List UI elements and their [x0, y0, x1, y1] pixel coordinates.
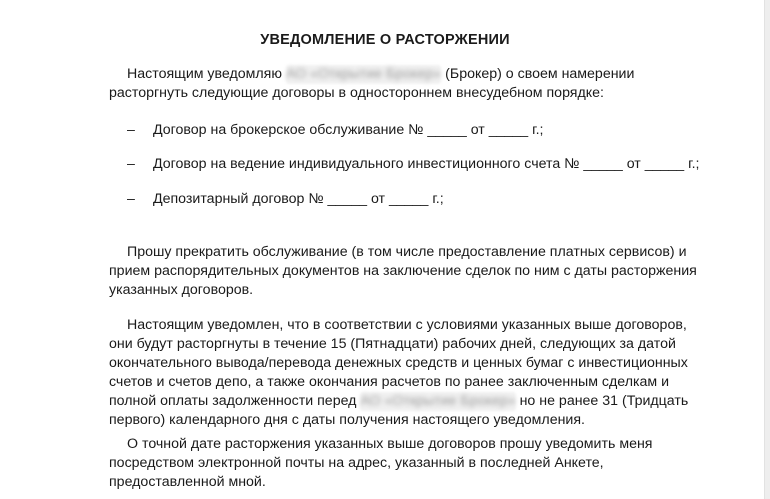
dash-bullet: –: [127, 122, 135, 138]
notice-paragraph: [109, 316, 709, 430]
redacted-broker-name: АО «Открытие Брокер»: [285, 66, 442, 82]
dash-bullet: –: [127, 191, 135, 207]
contact-line-3: предоставленной мной.: [109, 474, 266, 490]
intro-line-1: Настоящим уведомляю АО «Открытие Брокер» (Брокер) о своем намерении: [127, 66, 635, 82]
request-line-2: прием распорядительных документов на заключение сделок по ним с даты расторжения: [109, 263, 697, 279]
notice-line-1: Настоящим уведомлен, что в соответствии с условиями указанных выше договоров,: [127, 317, 687, 333]
contract-item-text: Договор на брокерское обслуживание № _____ от _____ г.;: [153, 122, 544, 138]
contract-item-text: Депозитарный договор № _____ от _____ г.;: [153, 191, 444, 207]
intro-line-2: расторгнуть следующие договоры в одностороннем внесудебном порядке:: [109, 85, 604, 101]
notice-line-6: первого) календарного дня с даты получения настоящего уведомления.: [109, 412, 585, 428]
request-paragraph: [109, 243, 709, 300]
contract-item-text: Договор на ведение индивидуального инвестиционного счета № _____ от _____ г.;: [153, 156, 700, 172]
request-line-1: Прошу прекратить обслуживание (в том числе предоставление платных сервисов) и: [127, 244, 687, 260]
notice-line-5: полной оплаты задолженности перед АО «Открытие Брокер» но не ранее 31 (Тридцать: [109, 393, 689, 409]
contact-line-1: О точной дате расторжения указанных выше договоров прошу уведомить меня: [127, 436, 653, 452]
redacted-broker-name: АО «Открытие Брокер»: [360, 393, 516, 409]
contact-line-2: посредством электронной почты на адрес, указанный в последней Анкете,: [109, 455, 604, 471]
notice-line-3: окончательного вывода/перевода денежных средств и ценных бумаг с инвестиционных: [109, 355, 688, 371]
intro-paragraph: [109, 65, 709, 103]
scrollbar-track[interactable]: [764, 0, 770, 499]
notice-line-4: счетов и счетов депо, а также окончания расчетов по ранее заключенным сделкам и: [109, 374, 670, 390]
request-line-3: указанных договоров.: [109, 282, 254, 298]
notice-line-2: они будут расторгнуты в течение 15 (Пятнадцати) рабочих дней, следующих за датой: [109, 336, 676, 352]
dash-bullet: –: [127, 156, 135, 172]
contact-paragraph: [109, 435, 709, 492]
document-title: УВЕДОМЛЕНИЕ О РАСТОРЖЕНИИ: [260, 32, 510, 48]
